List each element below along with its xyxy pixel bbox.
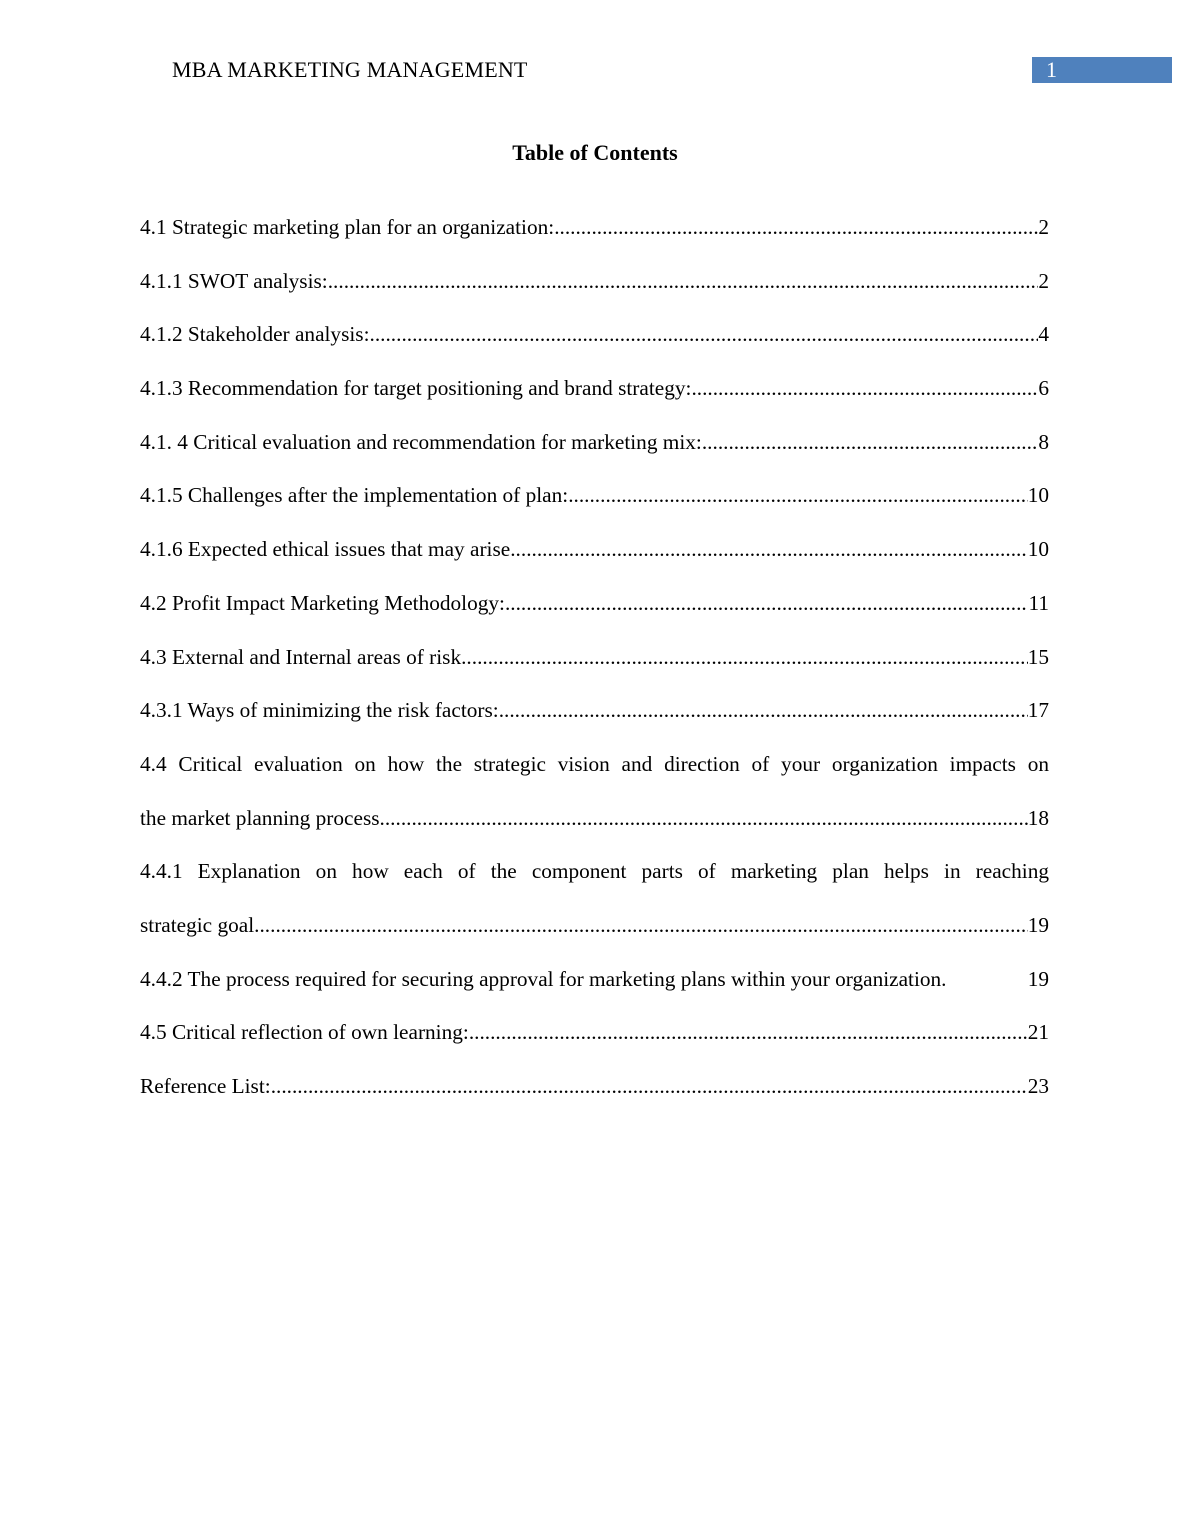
table-of-contents xyxy=(140,210,1049,1123)
toc-entry-page: 2 xyxy=(1038,268,1049,293)
toc-entry-page: 2 xyxy=(1038,215,1049,239)
toc-dot-leader xyxy=(461,640,1028,674)
toc-entry-label: 4.1.6 Expected ethical issues that may arise xyxy=(140,537,511,562)
toc-entry-page: 4 xyxy=(1038,322,1049,347)
toc-entry-label: 4.1. 4 Critical evaluation and recommendation for marketing mix: xyxy=(140,429,702,454)
toc-entry[interactable] xyxy=(140,1069,1049,1123)
toc-entry-label: 4.2 Profit Impact Marketing Methodology: xyxy=(140,590,505,615)
page-number-badge: 1 xyxy=(1032,57,1172,83)
toc-entry-page: 21 xyxy=(1027,1020,1049,1045)
toc-entry-label: 4.1.2 Stakeholder analysis: xyxy=(140,322,370,347)
toc-entry[interactable] xyxy=(140,478,1049,532)
toc-entry[interactable] xyxy=(140,586,1049,640)
toc-entry-label: 4.3.1 Ways of minimizing the risk factors: xyxy=(140,698,499,723)
toc-entry-label: 4.4.2 The process required for securing approval for marketing plans within your organization. xyxy=(140,966,947,991)
toc-entry[interactable] xyxy=(140,425,1049,479)
toc-dot-leader xyxy=(254,908,1028,942)
toc-entry-page: 10 xyxy=(1027,483,1049,508)
toc-entry[interactable] xyxy=(140,962,1049,1016)
toc-entry-page: 17 xyxy=(1027,698,1049,723)
toc-entry[interactable] xyxy=(140,371,1049,425)
toc-entry[interactable] xyxy=(140,693,1049,747)
toc-entry-label: 4.3 External and Internal areas of risk xyxy=(140,644,462,669)
toc-dot-leader xyxy=(505,586,1029,620)
toc-entry-page: 6 xyxy=(1038,376,1049,401)
toc-entry-label: 4.5 Critical reflection of own learning: xyxy=(140,1020,469,1045)
toc-entry-label: strategic goal xyxy=(140,912,255,937)
toc-entry[interactable] xyxy=(140,210,1049,264)
toc-entry-label: Reference List: xyxy=(140,1074,271,1098)
toc-entry-page: 11 xyxy=(1028,590,1049,615)
toc-entry-page: 10 xyxy=(1027,537,1049,562)
toc-entry[interactable] xyxy=(140,640,1049,694)
toc-entry-page: 15 xyxy=(1027,644,1049,669)
toc-entry[interactable] xyxy=(140,264,1049,318)
toc-entry-page: 18 xyxy=(1027,805,1049,830)
toc-entry-page: 8 xyxy=(1038,429,1049,454)
toc-entry-line1[interactable]: 4.4.1 Explanation on how each of the component parts of marketing plan helps in reaching xyxy=(140,859,1049,884)
toc-dot-leader xyxy=(510,532,1027,566)
toc-dot-leader xyxy=(691,371,1038,405)
toc-entry[interactable] xyxy=(140,532,1049,586)
toc-entry-label: 4.1.3 Recommendation for target positioning and brand strategy: xyxy=(140,376,692,401)
toc-entry[interactable] xyxy=(140,317,1049,371)
running-header-title: MBA MARKETING MANAGEMENT xyxy=(172,57,528,82)
toc-dot-leader xyxy=(554,210,1038,244)
toc-title: Table of Contents xyxy=(512,140,678,165)
toc-entry-label: 4.1.5 Challenges after the implementation of plan: xyxy=(140,483,569,508)
toc-dot-leader xyxy=(328,264,1039,298)
toc-dot-leader xyxy=(380,801,1028,835)
toc-entry-page: 19 xyxy=(1027,966,1049,991)
toc-dot-leader xyxy=(370,317,1039,351)
toc-entry-label: 4.1.1 SWOT analysis: xyxy=(140,268,328,293)
toc-entry-line1[interactable]: 4.4 Critical evaluation on how the strategic vision and direction of your organization impacts on xyxy=(140,751,1049,776)
toc-dot-leader xyxy=(702,425,1039,459)
toc-entry[interactable] xyxy=(140,801,1049,855)
toc-entry-label: the market planning process xyxy=(140,805,380,830)
toc-entry-page: 19 xyxy=(1027,912,1049,937)
toc-entry-page: 23 xyxy=(1027,1074,1049,1098)
toc-entry[interactable] xyxy=(140,908,1049,962)
toc-entry[interactable] xyxy=(140,1015,1049,1069)
toc-dot-leader xyxy=(499,693,1028,727)
toc-dot-leader xyxy=(271,1069,1028,1103)
toc-dot-leader xyxy=(469,1015,1028,1049)
toc-dot-leader xyxy=(568,478,1028,512)
toc-entry-label: 4.1 Strategic marketing plan for an organization: xyxy=(140,215,555,239)
